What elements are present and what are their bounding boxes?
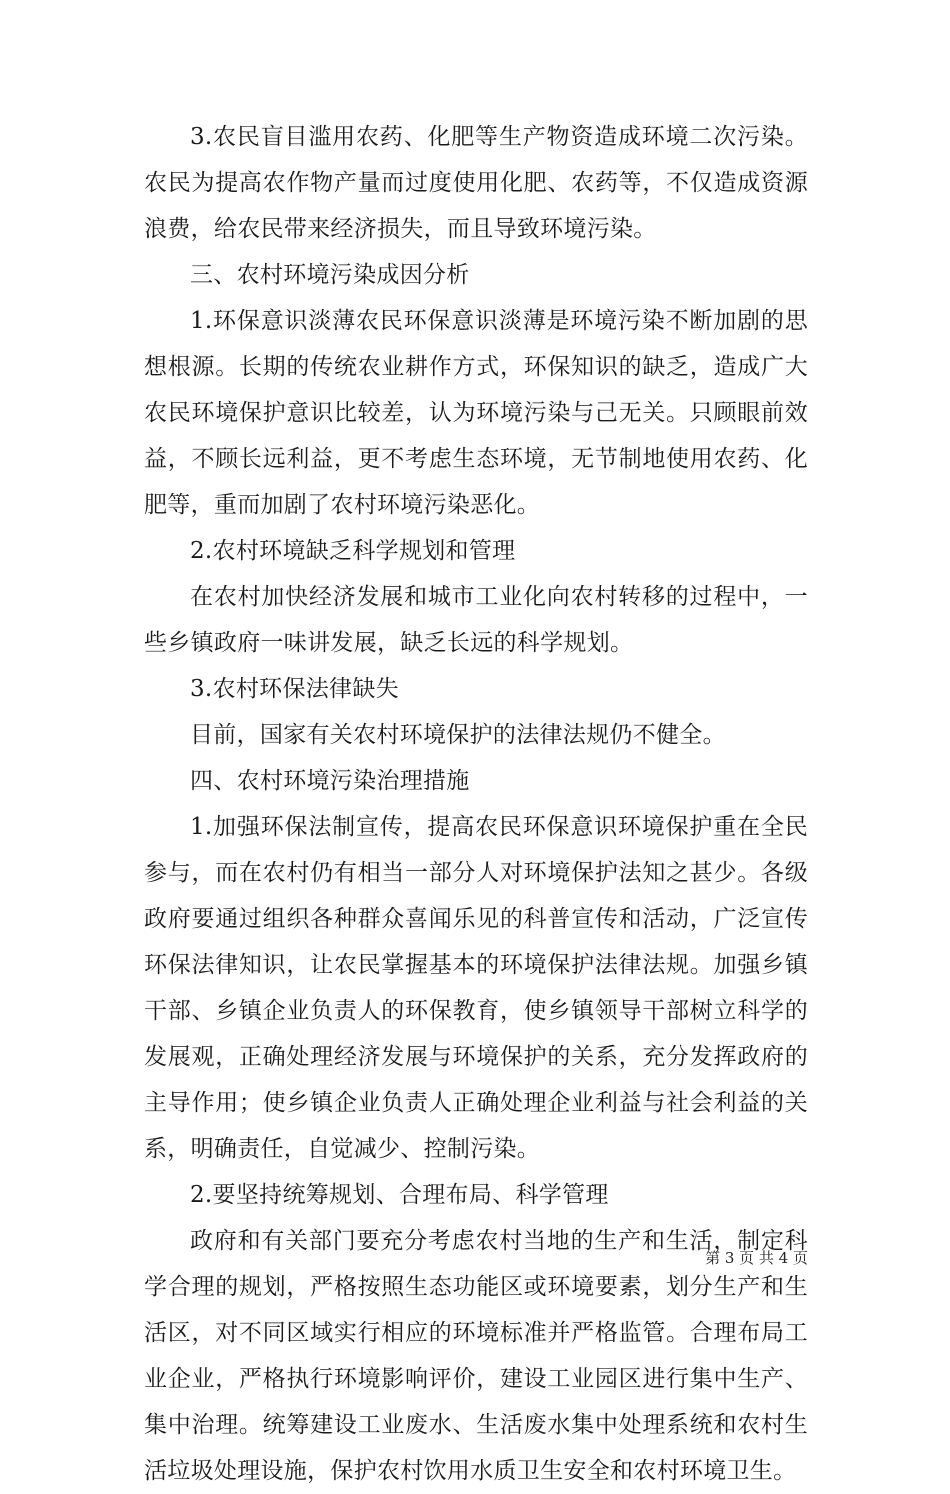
section-heading: 三、农村环境污染成因分析 [190, 262, 470, 288]
paragraph: 3.农民盲目滥用农药、化肥等生产物资造成环境二次污染。农民为提高农作物产量而过度使用化肥、农药等，不仅造成资源浪费，给农民带来经济损失，而且导致环境污染。 [144, 124, 808, 242]
paragraph: 1.环保意识淡薄农民环保意识淡薄是环境污染不断加剧的思想根源。长期的传统农业耕作方式，环保知识的缺乏，造成广大农民环境保护意识比较差，认为环境污染与己无关。只顾眼前效益，不顾长远利益，更不考虑生态环境，无节制地使用农药、化肥等，重而加剧了农村环境污染恶化。 [144, 308, 808, 518]
document-body [144, 114, 808, 1494]
page-number-footer: 第 3 页 共 4 页 [705, 1249, 808, 1267]
subheading: 2.农村环境缺乏科学规划和管理 [190, 538, 516, 564]
section-heading: 四、农村环境污染治理措施 [190, 768, 470, 794]
paragraph: 政府和有关部门要充分考虑农村当地的生产和生活，制定科学合理的规划，严格按照生态功能区或环境要素，划分生产和生活区，对不同区域实行相应的环境标准并严格监管。合理布局工业企业，严格执行环境影响评价，建设工业园区进行集中生产、集中治理。统筹建设工业废水、生活废水集中处理系统和农村生活垃圾处理设施，保护农村饮用水质卫生安全和农村环境卫生。 [144, 1228, 808, 1484]
paragraph: 在农村加快经济发展和城市工业化向农村转移的过程中，一些乡镇政府一味讲发展，缺乏长远的科学规划。 [144, 584, 808, 656]
paragraph: 1.加强环保法制宣传，提高农民环保意识环境保护重在全民参与，而在农村仍有相当一部分人对环境保护法知之甚少。各级政府要通过组织各种群众喜闻乐见的科普宣传和活动，广泛宣传环保法律知识，让农民掌握基本的环境保护法律法规。加强乡镇干部、乡镇企业负责人的环保教育，使乡镇领导干部树立科学的发展观，正确处理经济发展与环境保护的关系，充分发挥政府的主导作用；使乡镇企业负责人正确处理企业利益与社会利益的关系，明确责任，自觉减少、控制污染。 [144, 814, 808, 1162]
subheading: 2.要坚持统筹规划、合理布局、科学管理 [190, 1182, 609, 1208]
subheading: 3.农村环保法律缺失 [190, 676, 399, 702]
paragraph: 目前，国家有关农村环境保护的法律法规仍不健全。 [190, 722, 726, 748]
